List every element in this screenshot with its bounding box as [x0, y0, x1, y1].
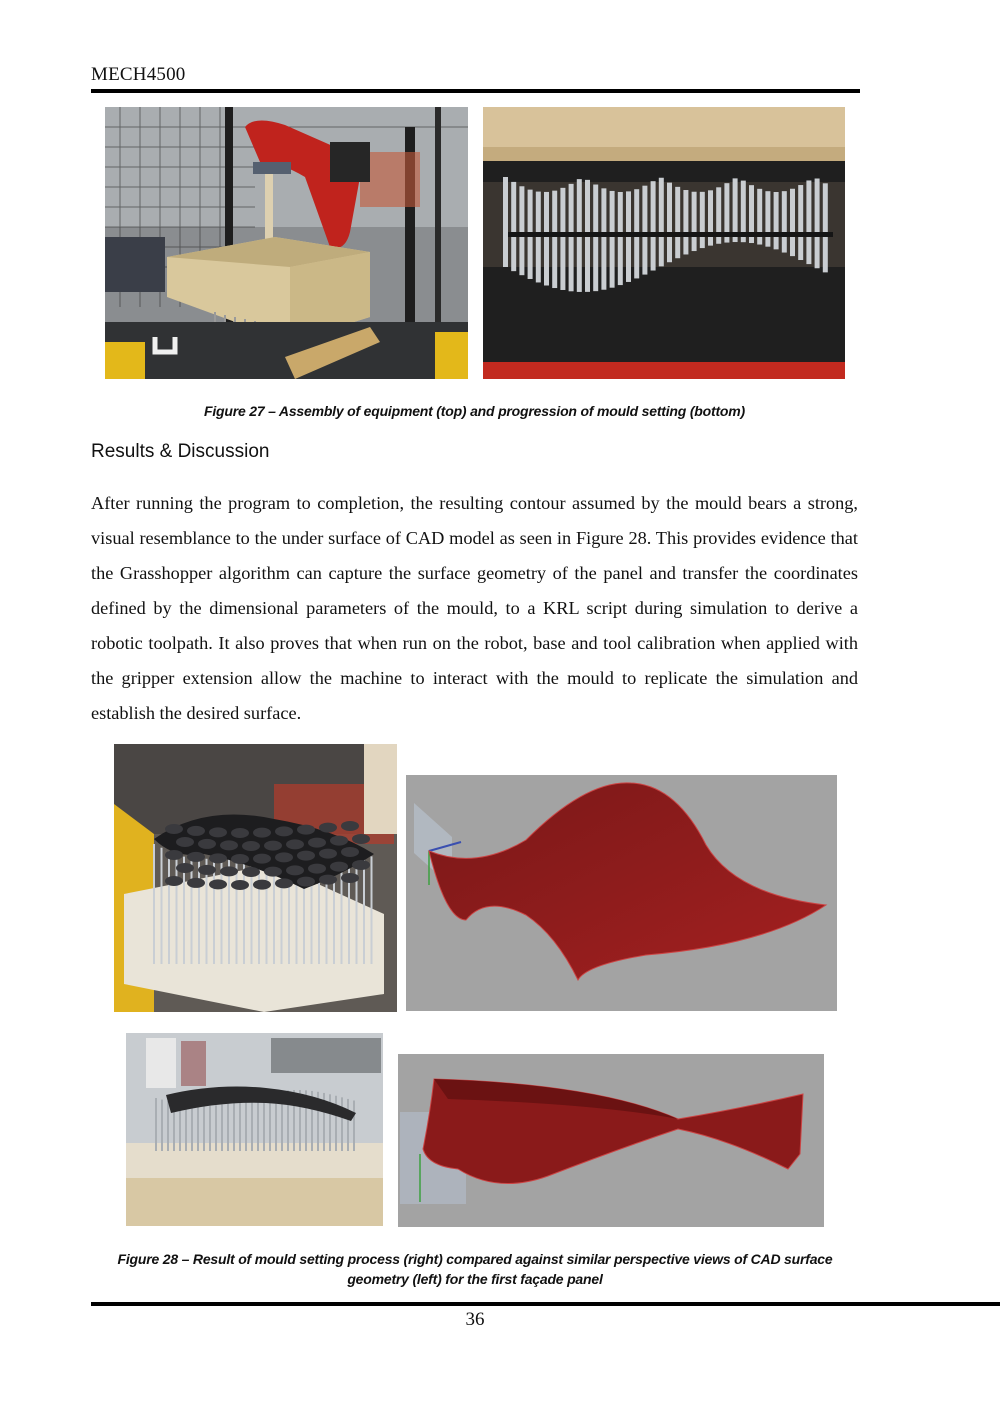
hex-tile [308, 838, 326, 848]
hex-tile [319, 849, 337, 859]
cad-surface-perspective [406, 775, 837, 1011]
hex-tile [319, 875, 337, 885]
hex-tile [330, 836, 348, 846]
mould-pin [544, 192, 549, 286]
hex-tile [253, 828, 271, 838]
mould-result-photo-perspective [114, 744, 397, 1012]
mould-pin [774, 192, 779, 249]
mould-pin [700, 192, 705, 248]
page-number: 36 [465, 1309, 485, 1330]
mould-pin [536, 192, 541, 283]
hex-tile [187, 878, 205, 888]
hex-tile [352, 860, 370, 870]
mould-pins-photo [483, 107, 845, 379]
mould-pin [618, 192, 623, 285]
body-paragraph: After running the program to completion, the resulting contour assumed by the mould bears a strong, visual resemblance to the under surface of CAD model as seen in Figure 28. This provides evidence that the Grasshopper algorithm can capture the surface geometry of the panel and transfer the coordinates defined by the dimensional parameters of the mould, to a KRL script during simulation to derive a robotic toolpath. It also proves that when run on the robot, base and tool calibration when applied with the gripper extension allow the machine to interact with the mould to replicate the simulation and establish the desired surface. [91, 493, 858, 723]
hex-tile [341, 873, 359, 883]
hex-tile [220, 840, 238, 850]
hex-tile [242, 867, 260, 877]
header-rule [91, 89, 860, 93]
cad-surface-side [398, 1054, 824, 1227]
hex-tile [209, 827, 227, 837]
hex-tile [275, 826, 293, 836]
footer-rule [91, 1302, 1000, 1306]
hex-tile [187, 826, 205, 836]
mould-pin [519, 186, 524, 275]
hex-tile [341, 847, 359, 857]
hex-tile [286, 865, 304, 875]
robot-assembly-photo [105, 107, 468, 379]
hex-tile [231, 880, 249, 890]
hex-tile [231, 828, 249, 838]
hex-tile [198, 865, 216, 875]
hex-tile [176, 863, 194, 873]
hex-tile [341, 821, 359, 831]
hex-tile [242, 841, 260, 851]
mould-pin [503, 177, 508, 267]
hex-tile [176, 837, 194, 847]
mould-pin [683, 190, 688, 254]
hex-tile [165, 876, 183, 886]
mould-pin [765, 191, 770, 246]
hex-tile [209, 879, 227, 889]
mould-pin [610, 191, 615, 288]
hex-tile [319, 823, 337, 833]
hex-tile [275, 852, 293, 862]
mould-pin [708, 190, 713, 245]
mould-pin [823, 183, 828, 272]
mould-result-photo-side [126, 1033, 383, 1226]
section-heading: Results & Discussion [91, 441, 270, 462]
mould-pin [560, 188, 565, 290]
hex-tile [220, 866, 238, 876]
hex-tile [352, 834, 370, 844]
mould-pin [511, 182, 516, 271]
hex-tile [297, 851, 315, 861]
hex-tile [297, 877, 315, 887]
hex-tile [330, 862, 348, 872]
mould-pin [651, 181, 656, 270]
mould-pin [552, 191, 557, 288]
mould-pin [815, 179, 820, 269]
mould-pin [806, 180, 811, 264]
figure-28-caption-line2: geometry (left) for the first façade panel [347, 1271, 603, 1287]
mould-pin [790, 189, 795, 256]
header-title: MECH4500 [91, 64, 186, 85]
hex-tile [275, 878, 293, 888]
hex-tile [297, 825, 315, 835]
hex-tile [253, 854, 271, 864]
hex-tile [165, 824, 183, 834]
hex-tile [308, 864, 326, 874]
mould-pin [593, 185, 598, 292]
hex-tile [209, 853, 227, 863]
mould-pin [798, 185, 803, 260]
hex-tile [264, 841, 282, 851]
figure-27-caption: Figure 27 – Assembly of equipment (top) and progression of mould setting (bottom) [204, 403, 745, 419]
hex-tile [231, 854, 249, 864]
hex-tile [187, 852, 205, 862]
hex-tile [198, 839, 216, 849]
hex-tile [264, 867, 282, 877]
mould-pin [569, 184, 574, 291]
mould-pin [642, 186, 647, 275]
mould-pin [659, 178, 664, 267]
hex-tile [165, 850, 183, 860]
mould-pin [782, 191, 787, 252]
mould-pin [692, 192, 697, 251]
hex-tile [253, 880, 271, 890]
figure-28-caption-line1: Figure 28 – Result of mould setting process (right) compared against similar perspective views of CAD surface [117, 1251, 833, 1267]
mould-pin [667, 183, 672, 263]
mould-pin [675, 187, 680, 258]
mould-pin [601, 188, 606, 289]
hex-tile [286, 839, 304, 849]
